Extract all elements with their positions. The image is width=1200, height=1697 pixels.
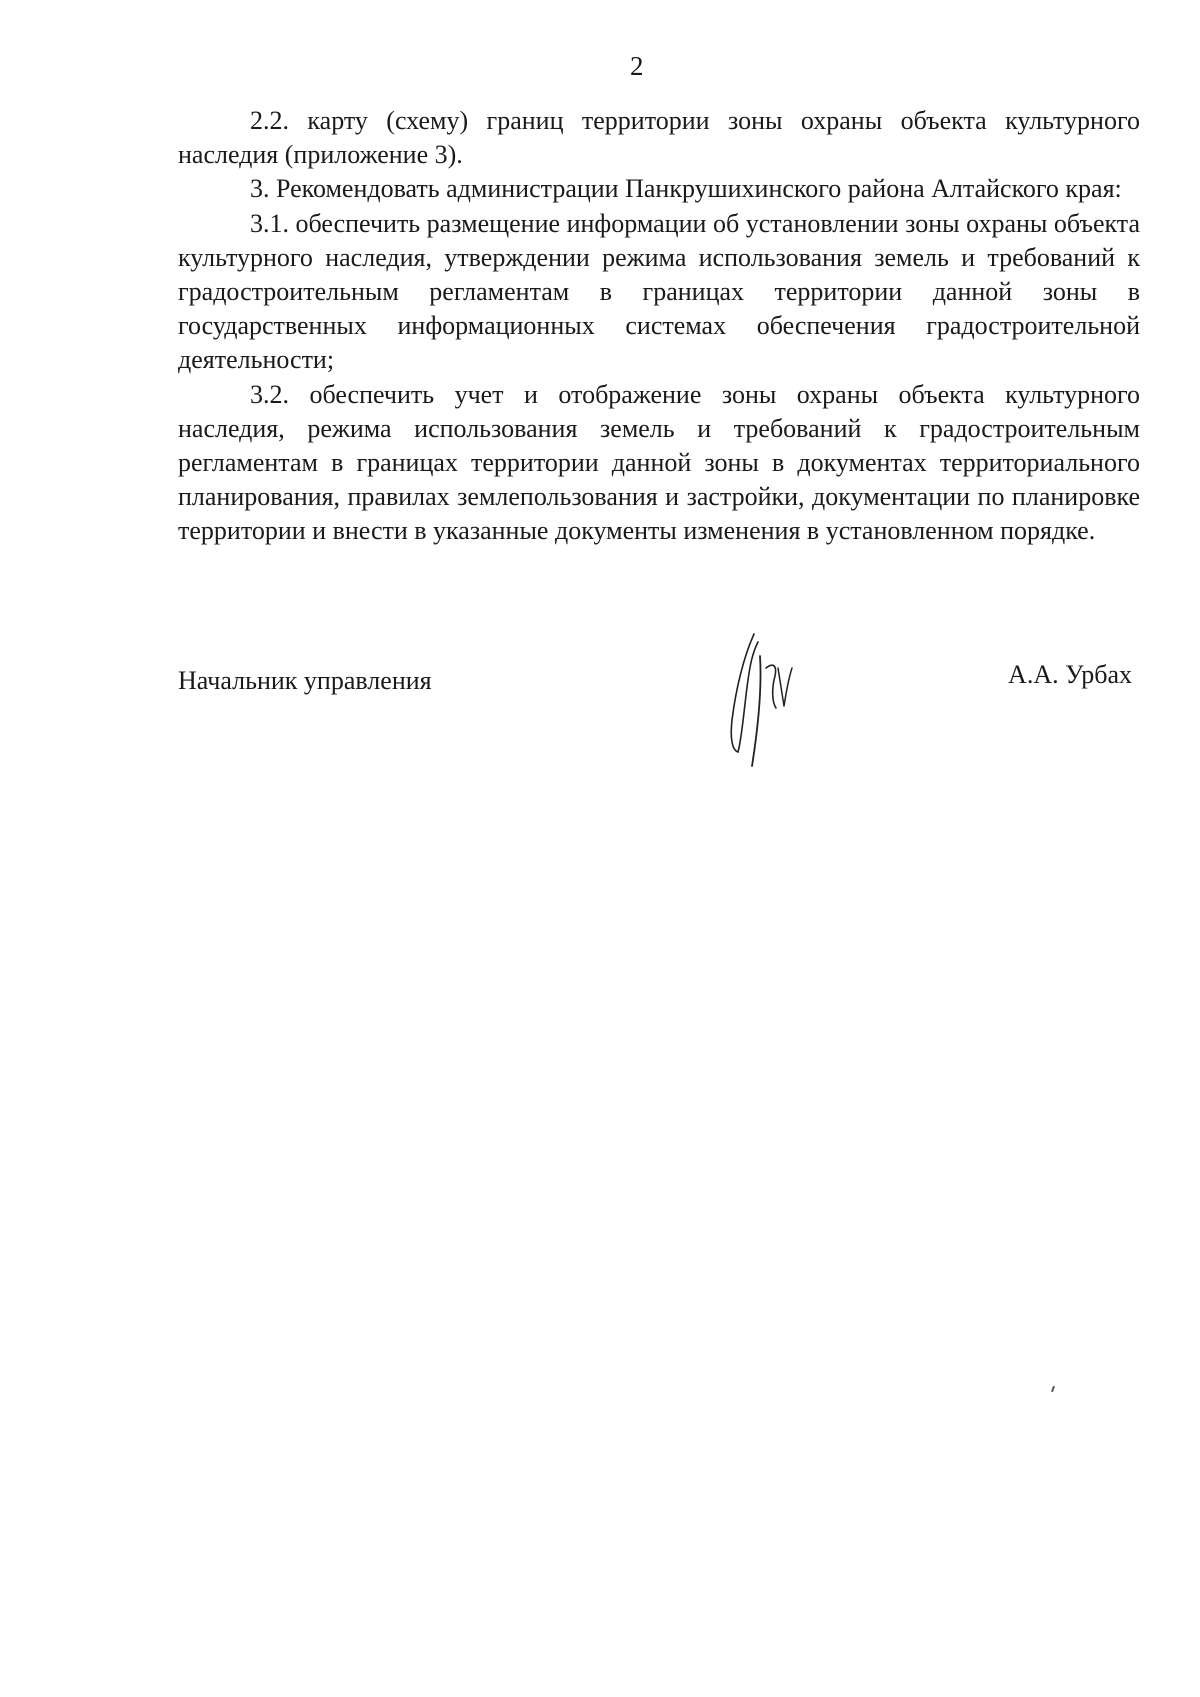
handwritten-signature <box>718 628 808 768</box>
signatory-position: Начальник управления <box>178 666 432 695</box>
signatory-name: А.А. Урбах <box>1008 660 1132 689</box>
signature-block <box>178 660 1140 704</box>
page-number: 2 <box>630 51 644 81</box>
document-body <box>178 104 1140 549</box>
paragraph-2-2: 2.2. карту (схему) границ территории зоны охраны объекта культурного наследия (приложение 3). <box>178 106 1140 170</box>
scan-speck <box>1051 1386 1055 1392</box>
paragraph-3: 3. Рекомендовать администрации Панкрушихинского района Алтайского края: <box>250 174 1122 204</box>
paragraph-3-1: 3.1. обеспечить размещение информации об установлении зоны охраны объекта культурного наследия, утверждении режима использования земель и требований к градостроительным регламентам в границах территории данной зоны в государственных информационных системах обеспечения градостроительной деятельности; <box>178 208 1140 375</box>
paragraph-3-2: 3.2. обеспечить учет и отображение зоны охраны объекта культурного наследия, режима использования земель и требований к градостроительным регламентам в границах территории данной зоны в документах территориального планирования, правилах землепользования и застройки, документации по планировке территории и внести в указанные документы изменения в установленном порядке. <box>178 379 1140 546</box>
